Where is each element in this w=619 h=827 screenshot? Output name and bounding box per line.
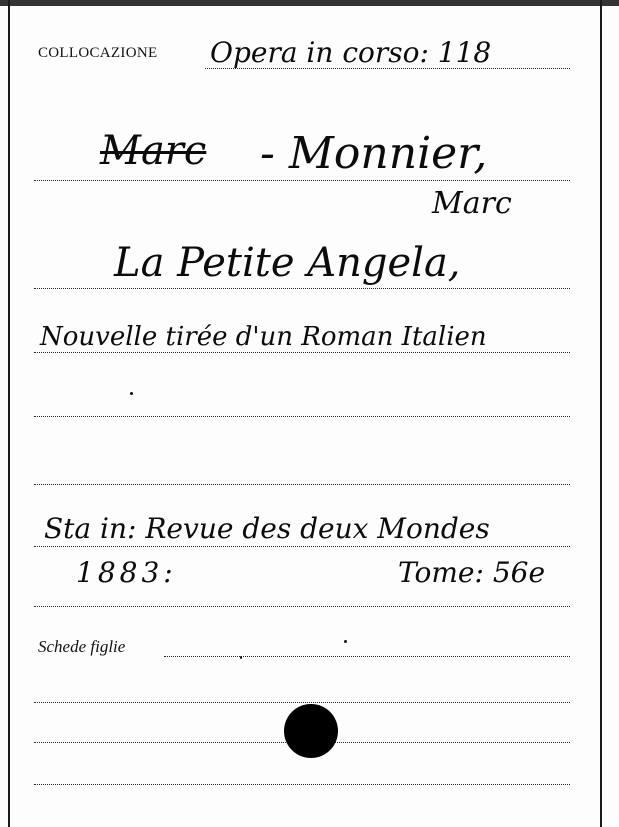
card-left-border [8,0,10,827]
work-subtitle: Nouvelle tirée d'un Roman Italien [40,322,487,352]
rule-line-schede [164,656,570,657]
card-top-edge [0,0,619,6]
rule-line-source [34,546,570,547]
author-struck-name: Marc [100,128,207,174]
ink-speck [344,640,347,643]
author-given-name: Marc [432,186,512,221]
tome-number: Tome: 56e [398,556,546,589]
ink-speck [130,392,133,395]
rule-line-year [34,606,570,607]
source-publication: Sta in: Revue des deux Mondes [44,512,490,545]
rule-line-title [34,288,570,289]
collocazione-label: COLLOCAZIONE [38,45,158,61]
publication-year: 1883: [76,556,177,589]
punch-hole [284,704,338,758]
collocazione-value: Opera in corso: 118 [210,36,492,69]
rule-line-blank-5 [34,784,570,785]
rule-line-blank-2 [34,484,570,485]
author-surname: - Monnier, [260,128,488,179]
ink-speck [240,656,242,659]
work-title: La Petite Angela, [114,240,461,286]
rule-line-subtitle [34,352,570,353]
rule-line-blank-3 [34,702,570,703]
rule-line-author [34,180,570,181]
schede-figlie-label: Schede figlie [38,637,126,656]
card-right-border [600,0,602,827]
rule-line-blank-1 [34,416,570,417]
